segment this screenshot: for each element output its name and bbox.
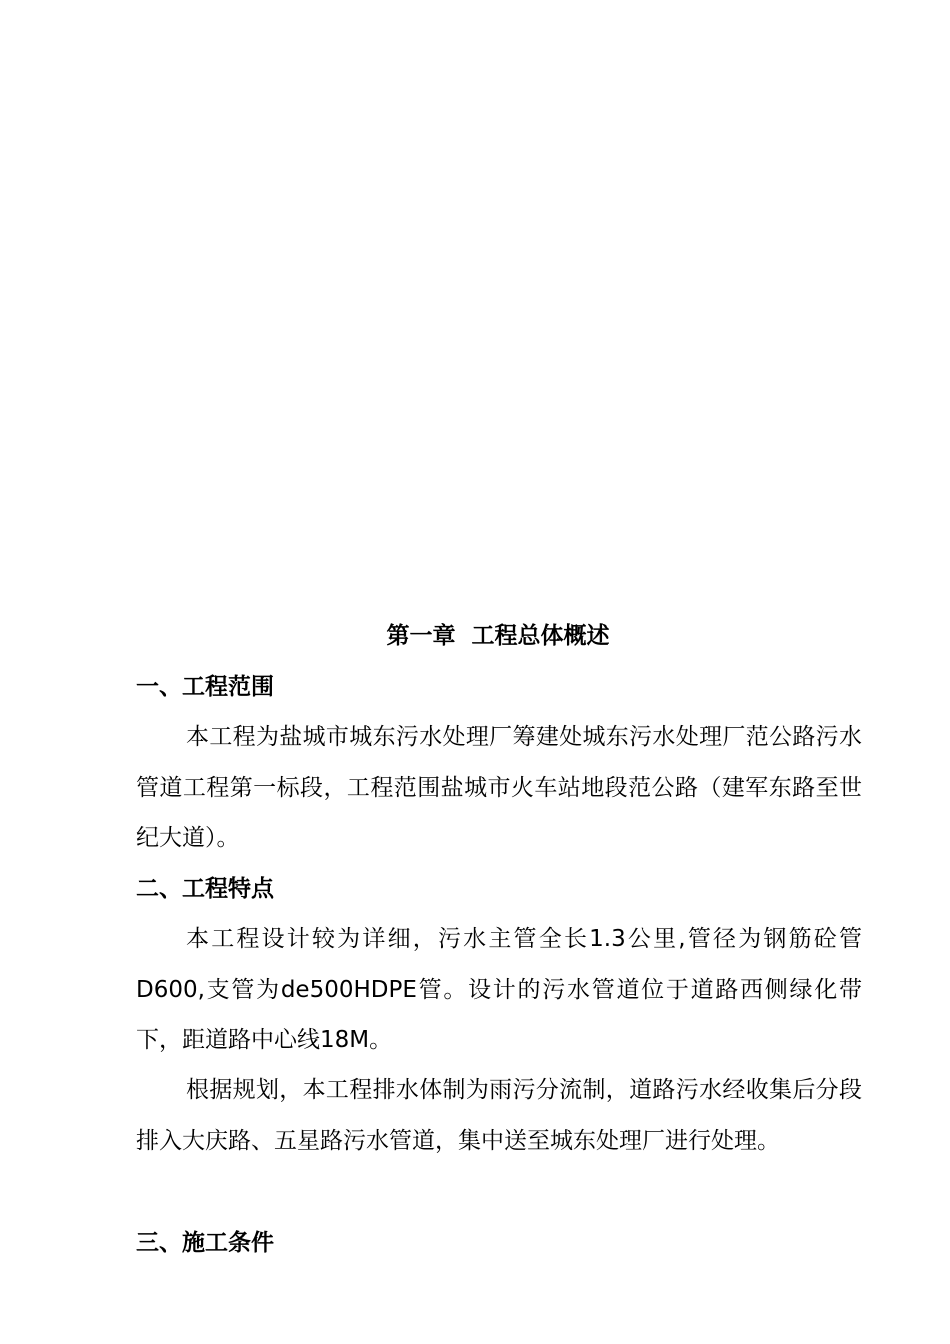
- section-heading-scope: 一、工程范围: [136, 674, 274, 700]
- paragraph-features-1: 本工程设计较为详细，污水主管全长1.3公里,管径为钢筋砼管D600,支管为de500HDPE管。设计的污水管道位于道路西侧绿化带下，距道路中心线18M。: [136, 926, 862, 1053]
- section-heading-conditions: 三、施工条件: [136, 1230, 274, 1256]
- paragraph-scope: 本工程为盐城市城东污水处理厂筹建处城东污水处理厂范公路污水管道工程第一标段，工程范围盐城市火车站地段范公路（建军东路至世纪大道）。: [136, 724, 862, 851]
- paragraph-features-2: 根据规划，本工程排水体制为雨污分流制，道路污水经收集后分段排入大庆路、五星路污水管道，集中送至城东处理厂进行处理。: [136, 1077, 862, 1154]
- chapter-title: 第一章 工程总体概述: [386, 623, 610, 649]
- section-heading-features: 二、工程特点: [136, 876, 274, 902]
